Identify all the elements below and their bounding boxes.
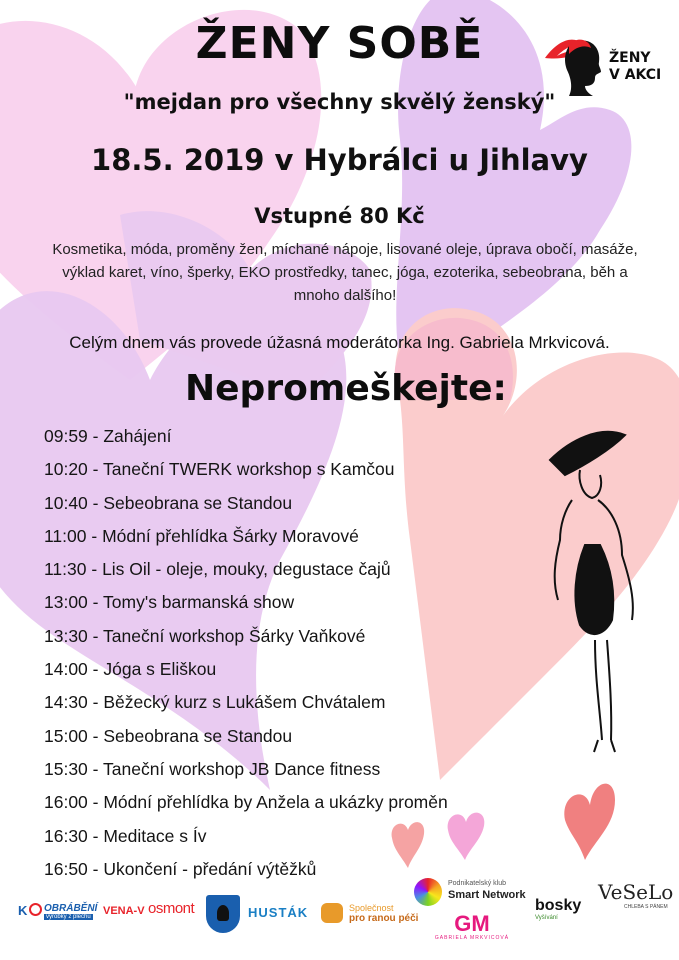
rainbow-globe-icon xyxy=(414,878,442,906)
schedule-item: 15:30 - Taneční workshop JB Dance fitness xyxy=(44,758,381,779)
event-subtitle: "mejdan pro všechny skvělý ženský" xyxy=(123,90,556,114)
schedule-item: 14:30 - Běžecký kurz s Lukášem Chvátalem xyxy=(44,692,386,713)
schedule-time: 13:30 xyxy=(44,625,88,646)
schedule-time: 16:50 xyxy=(44,858,88,879)
logo-line2: V AKCI xyxy=(609,67,662,83)
schedule-list xyxy=(44,420,448,886)
host-line: Celým dnem vás provede úžasná moderátorka Ing. Gabriela Mrkvicová. xyxy=(69,333,610,352)
small-heart-red xyxy=(564,784,615,860)
schedule-item: 11:00 - Módní přehlídka Šárky Moravové xyxy=(44,525,359,546)
sponsor-logos: K OBRÁBĚNÍ výrobky z plechu VENA-V osmont HUSTÁK Společnost pro ranou péči Podnikatelský klub Smart Network GM GABRIELA MRKVICOVÁ bosky Vyšívání VeSeLo CHLEBA S PÁNEM xyxy=(18,880,674,941)
schedule-time: 14:00 xyxy=(44,659,88,680)
schedule-item: 13:30 - Taneční workshop Šárky Vaňkové xyxy=(44,625,366,646)
schedule-item: 09:59 - Zahájení xyxy=(44,426,172,446)
sponsor-gabriela-mrkvicova: GM GABRIELA MRKVICOVÁ xyxy=(434,911,510,941)
schedule-item: 16:00 - Módní přehlídka by Anžela a ukázky proměn xyxy=(44,792,448,813)
schedule-text: Sebeobrana se Standou xyxy=(103,492,293,513)
schedule-time: 15:00 xyxy=(44,725,88,746)
schedule-text: Taneční workshop Šárky Vaňkové xyxy=(103,625,366,646)
schedule-text: Taneční workshop JB Dance fitness xyxy=(103,758,381,779)
description-line: výklad karet, víno, šperky, EKO prostředky, tanec, jóga, ezoterika, sebeobrana, běh a xyxy=(62,264,628,281)
sponsor-obrabeni: K OBRÁBĚNÍ výrobky z plechu xyxy=(18,903,98,920)
small-heart-pink xyxy=(448,813,485,860)
schedule-time: 15:30 xyxy=(44,758,88,779)
sun-icon xyxy=(321,903,343,923)
schedule-time: 16:30 xyxy=(44,825,88,846)
schedule-text: Běžecký kurz s Lukášem Chvátalem xyxy=(103,692,386,713)
schedule-time: 11:00 xyxy=(44,525,87,546)
schedule-time: 10:20 xyxy=(44,459,88,480)
schedule-text: Jóga s Eliškou xyxy=(103,659,217,680)
sponsor-hustak: HUSTÁK xyxy=(248,905,309,920)
schedule-time: 09:59 xyxy=(44,426,88,446)
schedule-text: Sebeobrana se Standou xyxy=(103,725,293,746)
schedule-item: 11:30 - Lis Oil - oleje, mouky, degustace čajů xyxy=(44,559,391,580)
logo-line1: ŽENY xyxy=(609,50,651,66)
schedule-text: Módní přehlídka by Anžela a ukázky proměn xyxy=(103,792,448,813)
schedule-time: 11:30 xyxy=(44,559,87,580)
description-line: Kosmetika, móda, proměny žen, míchané nápoje, lisované oleje, úprava obočí, masáže, xyxy=(52,241,638,258)
event-title: ŽENY SOBĚ xyxy=(195,18,484,69)
schedule-item: 16:30 - Meditace s Ív xyxy=(44,825,207,846)
schedule-item: 15:00 - Sebeobrana se Standou xyxy=(44,725,293,746)
entry-fee: Vstupné 80 Kč xyxy=(254,204,425,228)
sponsor-bosky: bosky Vyšívání xyxy=(535,897,582,921)
coat-of-arms-icon xyxy=(206,895,240,933)
schedule-time: 13:00 xyxy=(44,592,88,613)
gear-icon xyxy=(29,903,42,916)
sponsor-veselo: VeSeLo CHLEBA S PÁNEM xyxy=(598,880,674,910)
schedule-text: Módní přehlídka Šárky Moravové xyxy=(102,525,359,546)
schedule-item: 14:00 - Jóga s Eliškou xyxy=(44,659,217,680)
schedule-text: Zahájení xyxy=(103,426,172,446)
schedule-item: 16:50 - Ukončení - předání výtěžků xyxy=(44,858,317,879)
schedule-text: Taneční TWERK workshop s Kamčou xyxy=(103,459,395,480)
schedule-text: Tomy's barmanská show xyxy=(103,592,295,613)
schedule-item: 13:00 - Tomy's barmanská show xyxy=(44,592,295,613)
schedule-item: 10:20 - Taneční TWERK workshop s Kamčou xyxy=(44,459,395,480)
schedule-text: Lis Oil - oleje, mouky, degustace čajů xyxy=(102,559,391,580)
schedule-time: 16:00 xyxy=(44,792,88,813)
description-line: mnoho dalšího! xyxy=(293,287,397,304)
schedule-time: 14:30 xyxy=(44,692,88,713)
event-date-place: 18.5. 2019 v Hybrálci u Jihlavy xyxy=(91,143,588,177)
sponsor-osmont: osmont xyxy=(148,900,195,917)
event-description xyxy=(45,238,645,307)
schedule-time: 10:40 xyxy=(44,492,88,513)
schedule-item: 10:40 - Sebeobrana se Standou xyxy=(44,492,293,513)
sponsor-vena-v: VENA-V xyxy=(103,905,145,917)
schedule-text: Ukončení - předání výtěžků xyxy=(103,858,317,879)
schedule-text: Meditace s Ív xyxy=(103,825,207,846)
schedule-headline: Nepromeškejte: xyxy=(185,368,507,409)
